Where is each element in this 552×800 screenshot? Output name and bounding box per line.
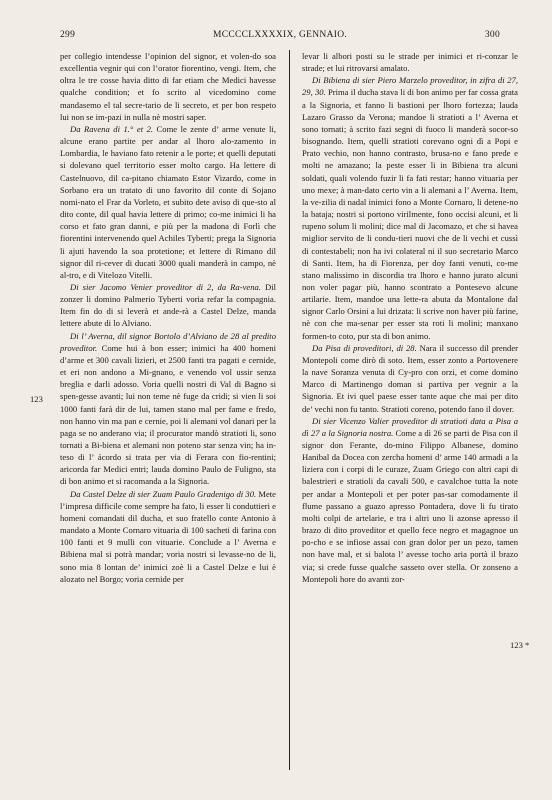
paragraph — [302, 342, 518, 415]
entry-text: Mete l’impresa difficile come sempre ha fato, li esser li conduttieri e homeni comandati dil ducha, et suo fratello conte Antonio à mandato a Monte Cornaro vituaria di 100 sacheti di farina con 100 fanti et 9 mulli con vituarie. Conclude a l’ Averna e Bibiena mal si potrà mandar; voria nostri si levasse-no de li, sono mia 8 lontan de’ inimici zoè li a Castel Delze e lui è alozato nel Borgo; voria cernide per — [60, 488, 276, 584]
page-number-right: 300 — [484, 30, 500, 40]
entry-heading: Di l’ Averna, dil signor Bortolo d’Alviano de 28 al predito proveditor. — [60, 330, 276, 353]
paragraph — [60, 281, 276, 330]
entry-text: Nara il successo dil prender Montepoli come dirò di soto. Item, esser zonto a Portovenere la nave Soranza venuta di Cy-pro con orzi, et come domino Marco di Martinengo doman si partiva per vegnir a la Signoria. Et ivi quel paese esser tante aque che mai per dito de’ vechi non fu tanto. Stratioti coreno, potendo fano il dover. — [302, 342, 518, 414]
entry-heading: Da Ravena di 1.° et 2. — [70, 123, 154, 134]
paragraph — [302, 415, 518, 585]
entry-heading: Di sier Vicenzo Valier proveditor di stratioti data a Pisa a dì 27 a la Signoria nostra. — [302, 415, 518, 438]
entry-heading: Da Castel Delze di sier Zuam Paulo Gradenigo di 30. — [70, 488, 257, 499]
entry-text: Dil zonzer li domino Palmerio Tyberti voria refar la compagnia. Item fin do di si leverà et ande-rà a Castel Delze, manda lettere abute di lo Alviano. — [60, 281, 276, 329]
entry-text: Come a dì 26 se parti de Pisa con il signor don Ferante, do-mino Filippo Albanese, domino Hanibal da Docea con zercha homeni d’ arme 140 armadi a la liziera con i corpi di le curaze, Zuam Griego con altri capi di balestrieri e stratioli da cavali 500, e cavalchoe tutta la note per andar a Montepoli et per poter pas-sar comodamente il flume passano a guazo apresso Pontadera, dove li fu tirato molti colpi de artelarie, e tra i altri uno li azonse apresso il brazo di dito proveditor et quello fece negro et magagnoe un po-cho e se infiose assai con gran dolor per un pezo, tamen non have mal, et si balota l’ avesse tocho aria portà il brazo via; si crede fusse qualche sasseto over stella. Or zonseno a Montepoli hore do avanti zor- — [302, 427, 518, 584]
entry-text: per collegio intendesse l’opinion del signor, et volen-do soa excellentia vegnir qui con l’orator fiorentino, vengi. Item, che oltra le tre cosse havia ditto di far etiam che Medici havesse qualche condition; et fo scrito al vicedomino come mandasemo el tal secre-tario de li secreto, et per bon respeto lui non se im-pazi in nulla nè mostri saper. — [60, 51, 276, 122]
entry-text: Come hui à bon esser; inimici ha 400 homeni d’arme et 300 cavali lizieri, et 2500 fanti tra pagati e cernide, et eri non andono a Mi-gnano, e venendo vol ussir senza breglia e darli adosso. Voria quelli nostri di Val di Bagno si spen-gesse avanti; lui non teme nè fuge da cridi; si vien li soi 1000 fanti farà dir de lui, tamen stano mal per fame e fredo, non hanno vin ma pan e cernie, poi li alemani vol danari per la paga se no anderano via; il procurator mandò stratioti li, sono tornati a Bi-biena et alemani non poteno star senza vin; ha in-teso di l’ ácordo si trata per via di Ferara con fio-rentini; aricorda far Medici entri; lauda domino Paulo de Fuligno, sta di bon animo et si racomanda a la Signoria. — [60, 342, 276, 487]
right-column — [302, 50, 518, 585]
column-divider — [289, 50, 290, 770]
paragraph — [60, 123, 276, 281]
paragraph — [60, 330, 276, 488]
running-title: MCCCCLXXXXIX, GENNAIO. — [212, 30, 348, 40]
left-column — [60, 50, 276, 585]
margin-note-right: 123 * — [510, 640, 530, 650]
entry-text: Prima il ducha stava li di bon animo per far cossa grata a la Signoria, et fanno li bastioni per lhoro fortezza; lauda Lazaro Grasso da Verona; mandoe li stratioti a l’ Averna et sono tornati; à scrito fazi segni di fuoco li manderà socor-so bisognando. Item, quelli stratioti corevano ogni dì a Popi e Prato vechio, non hanno contrasto, brusa-no e fano prede e molti ne amazano; la peste esser li in Bibiena tra alcuni soldati, quali volendo fuzir li fa fati restar; hanno vituaria per uno mexe; à man-dato certo vin a li alemani a l’ Averna. Item, la ve-zilia di nadal inimici fono a Monte Cornaro, li detene-no la bataja; nostri si portono virilmente, fono occisi alcuni, et li rupeno solum li molini; dice mal di Jacomazo, et che si havea miglior servito de li condu-tieri nuovi che de li vechi et cussì di contestabeli; non ha ivi colateral ni il suo secretario Marco di Santi. Item, ha di Fiorenza, per doy fanti venuti, co-me stano malissimo in discordia tra lhoro e hanno jurato alcuni non voler pagar più, hanno scontrato a Pontesevo alcune artilarie. Item, mandoe una lette-ra abuta da Montalone dal signor Carlo Orsini a lui drizata: li scrive non haver più farine, nè con che ma-senar per esser sta roti li molini; manxano formen-to coto, pur sta di bon animo. — [302, 87, 518, 341]
entry-heading: Di sier Jacomo Venier proveditor di 2, da Ra-vena. — [70, 281, 261, 292]
entry-heading: Da Pisa di proveditori, di 28. — [312, 342, 417, 353]
page-number-left: 299 — [60, 30, 76, 40]
entry-text: levar li albori posti su le strade per inimici et ri-conzar le strade; et lui ritrovarsi amalato. — [302, 51, 518, 74]
entry-text: Come le zente d’ arme venute li, alcune erano partite per andar al lhoro alo-zamento in Lombardia, le haviano fato retenir a le porte; et quelli deputati si dolevano quel territorio esser molto cargo. Ha lettere di Castelnuovo, dil ca-pitano chiamato Estor Vizardo, come in Sorbano era un tratato di uno favorito dil conte di Sojano nomi-nato el Frar da Vorleto, et subito dete aviso di que-sto al dito conte, dil qual havia lettere di primo; co-me inimici li ha corso et fato gran danni, e più per la madona di Forlì che fiorentini intervenendo quel Achiles Tyberti; prega la Signoria li ajuti havendo la soa protetione; et lettere di Rimano dil signor dil ri-cever di ducati 3000 quali manderà in campo, nè al-tro, e di Vitelozo Vitelli. — [60, 123, 276, 280]
margin-note-left: 123 — [30, 394, 43, 404]
paragraph — [60, 50, 276, 123]
paragraph — [60, 488, 276, 585]
paragraph — [302, 50, 518, 74]
paragraph — [302, 74, 518, 341]
entry-heading: Di Bibiena di sier Piero Marzelo proveditor, in zifra di 27, 29, 30. — [302, 75, 518, 98]
running-header — [60, 30, 500, 44]
